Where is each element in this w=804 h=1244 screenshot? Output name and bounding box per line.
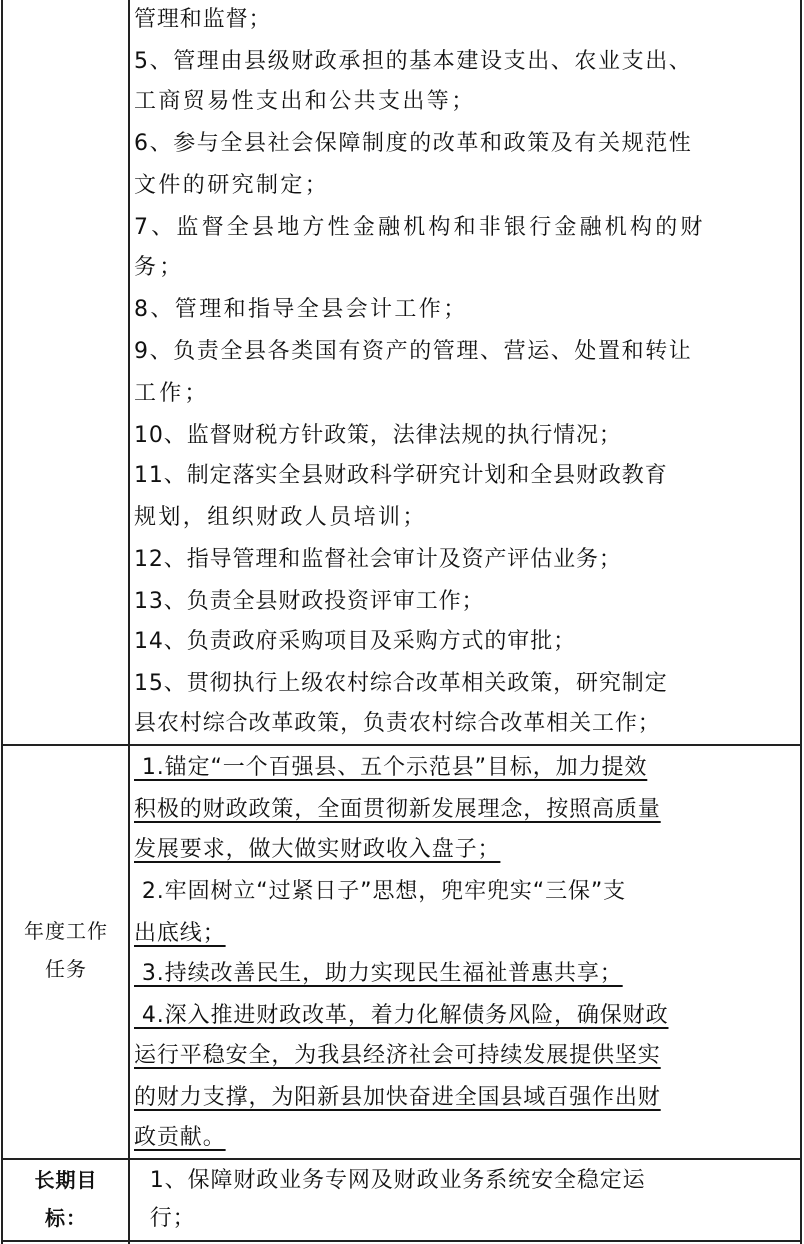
duty-line: 规划，组织财政人员培训； <box>134 505 427 530</box>
annual-task-line: 的财力支撑，为阳新县加快奋进全国县域百强作出财 <box>134 1085 661 1110</box>
annual-task-line: 1.锚定“一个百强县、五个示范县”目标，加力提效 <box>134 755 648 780</box>
annual-task-line: 出底线； <box>134 921 226 946</box>
duty-line: 工商贸易性支出和公共支出等； <box>134 89 476 114</box>
longterm-goal-line: 行； <box>134 1206 196 1231</box>
duty-line: 5、管理由县级财政承担的基本建设支出、农业支出、 <box>134 49 693 74</box>
duty-line: 9、负责全县各类国有资产的管理、营运、处置和转让 <box>134 339 693 364</box>
duty-line: 县农村综合改革政策，负责农村综合改革相关工作； <box>134 711 661 736</box>
duty-line: 10、监督财税方针政策，法律法规的执行情况； <box>134 423 622 448</box>
duty-line: 务； <box>134 255 185 280</box>
annual-task-line: 运行平稳安全，为我县经济社会可持续发展提供坚实 <box>134 1043 661 1068</box>
duty-line: 7、监督全县地方性金融机构和非银行金融机构的财 <box>134 215 706 240</box>
row-divider-annual <box>1 744 802 746</box>
longterm-goals-label <box>4 1161 128 1237</box>
duty-line: 8、管理和指导全县会计工作； <box>134 297 468 322</box>
duty-line: 6、参与全县社会保障制度的改革和政策及有关规范性 <box>134 131 693 156</box>
annual-tasks-label-line2: 任务 <box>45 957 87 981</box>
table-border-bottom <box>1 1240 802 1242</box>
annual-task-line: 积极的财政政策，全面贯彻新发展理念，按照高质量 <box>134 797 661 822</box>
duty-line: 12、指导管理和监督社会审计及资产评估业务； <box>134 547 622 572</box>
duty-line: 文件的研究制定； <box>134 173 330 198</box>
annual-tasks-label-line1: 年度工作 <box>24 919 108 943</box>
longterm-goals-label-line2: 标： <box>45 1206 87 1230</box>
annual-task-line: 2.牢固树立“过紧日子”思想，兜牢兜实“三保”支 <box>134 879 627 904</box>
row-divider-longterm <box>1 1158 802 1160</box>
table-column-divider <box>128 0 130 1244</box>
annual-tasks-label <box>4 912 128 988</box>
duty-line: 管理和监督； <box>134 7 272 32</box>
annual-task-line: 4.深入推进财政改革，着力化解债务风险，确保财政 <box>134 1003 669 1028</box>
annual-task-line: 发展要求，做大做实财政收入盘子； <box>134 837 501 862</box>
longterm-goals-label-line1: 长期目 <box>34 1168 98 1192</box>
table-border-left <box>1 0 3 1244</box>
longterm-goal-line: 1、保障财政业务专网及财政业务系统安全稳定运 <box>134 1168 646 1193</box>
duty-line: 15、贯彻执行上级农村综合改革相关政策，研究制定 <box>134 671 668 696</box>
duty-line: 工作； <box>134 381 210 406</box>
duty-line: 14、负责政府采购项目及采购方式的审批； <box>134 629 576 654</box>
duty-line: 13、负责全县财政投资评审工作； <box>134 589 485 614</box>
duty-line: 11、制定落实全县财政科学研究计划和全县财政教育 <box>134 463 668 488</box>
annual-task-line: 政贡献。 <box>134 1125 226 1150</box>
annual-task-line: 3.持续改善民生，助力实现民生福祉普惠共享； <box>134 961 623 986</box>
table-border-right <box>800 0 802 1244</box>
